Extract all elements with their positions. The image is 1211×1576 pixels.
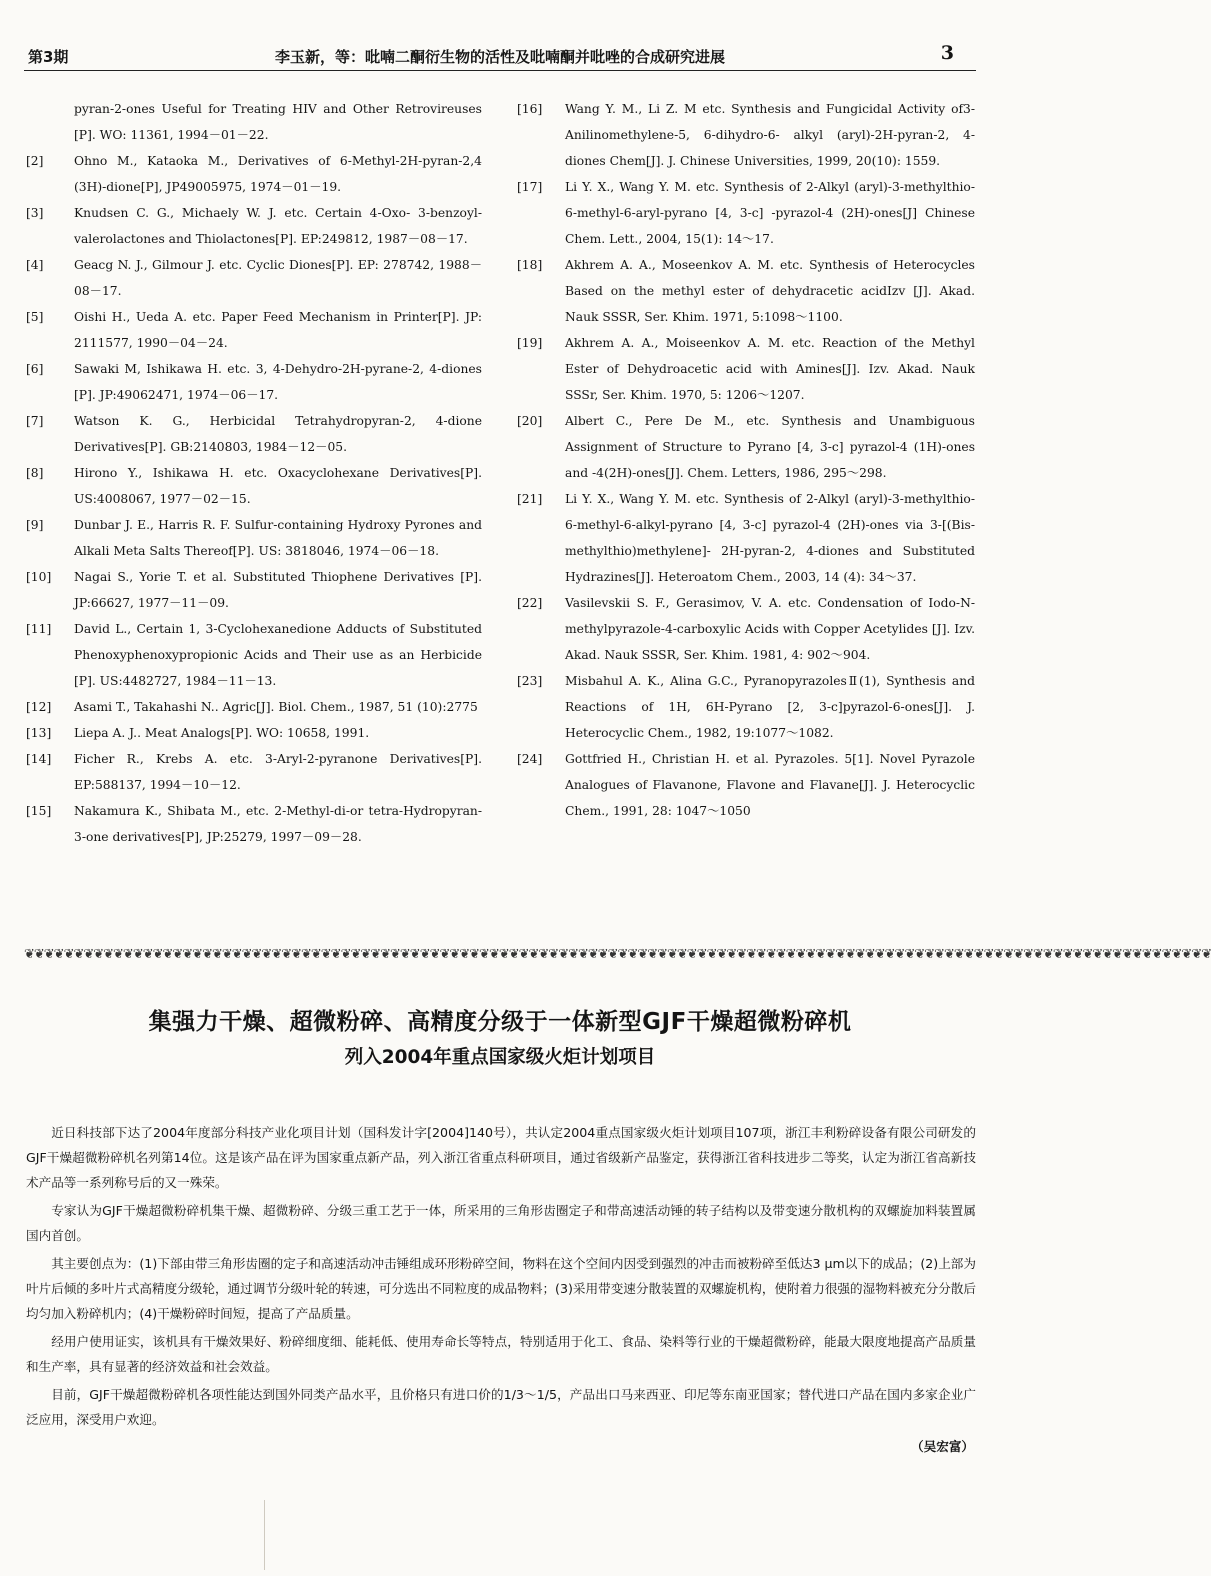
reference-text: Li Y. X., Wang Y. M. etc. Synthesis of 2-Alkyl (aryl)-3-methylthio-6-methyl-6-alkyl-pyrano [4, 3-c] pyrazol-4 (2H)-ones via 3-[(Bis-methylthio)methylene]- 2H-pyran-2, 4-diones and Substituted Hydrazines[J]. Heteroatom Chem., 2003, 14 (4): 34～37. xyxy=(565,492,975,584)
news-paragraph: 专家认为GJF干燥超微粉碎机集干燥、超微粉碎、分级三重工艺于一体，所采用的三角形齿圈定子和带高速活动锤的转子结构以及带变速分散机构的双螺旋加料装置属国内首创。 xyxy=(26,1203,976,1243)
reference-text: Albert C., Pere De M., etc. Synthesis and Unambiguous Assignment of Structure to Pyrano [4, 3-c] pyrazol-4 (1H)-ones and -4(2H)-ones[J]. Chem. Letters, 1986, 295～298. xyxy=(565,414,975,480)
reference-text: Akhrem A. A., Moiseenkov A. M. etc. Reaction of the Methyl Ester of Dehydroacetic acid with Amines[J]. Izv. Akad. Nauk SSSr, Ser. Khim. 1970, 5: 1206～1207. xyxy=(565,336,975,402)
reference-text: Akhrem A. A., Moseenkov A. M. etc. Synthesis of Heterocycles Based on the methyl ester of dehydracetic acidIzv [J]. Akad. Nauk SSSR, Ser. Khim. 1971, 5:1098～1100. xyxy=(565,258,975,324)
reference-text: Hirono Y., Ishikawa H. etc. Oxacyclohexane Derivatives[P]. US:4008067, 1977－02－15. xyxy=(74,466,482,506)
reference-entry xyxy=(517,252,975,330)
reference-number: [18] xyxy=(517,258,543,272)
reference-entry xyxy=(26,720,482,746)
reference-entry xyxy=(26,512,482,564)
reference-number: [20] xyxy=(517,414,543,428)
reference-number: [22] xyxy=(517,596,543,610)
news-title: 集强力干燥、超微粉碎、高精度分级于一体新型GJF干燥超微粉碎机 xyxy=(148,1009,852,1035)
reference-number: [3] xyxy=(26,206,44,220)
page-header xyxy=(24,40,976,71)
reference-entry xyxy=(26,616,482,694)
reference-text: pyran-2-ones Useful for Treating HIV and Other Retrovireuses [P]. WO: 11361, 1994－01－22. xyxy=(74,102,482,142)
reference-text: Nagai S., Yorie T. et al. Substituted Thiophene Derivatives [P]. JP:66627, 1977－11－09. xyxy=(74,570,482,610)
reference-entry xyxy=(517,590,975,668)
reference-text: Ficher R., Krebs A. etc. 3-Aryl-2-pyranone Derivatives[P]. EP:588137, 1994－10－12. xyxy=(74,752,482,792)
reference-entry xyxy=(517,174,975,252)
reference-text: Sawaki M, Ishikawa H. etc. 3, 4-Dehydro-2H-pyrane-2, 4-diones [P]. JP:49062471, 1974－06－17. xyxy=(74,362,482,402)
news-paragraph: 目前，GJF干燥超微粉碎机各项性能达到国外同类产品水平，且价格只有进口价的1/3～1/5，产品出口马来西亚、印尼等东南亚国家；替代进口产品在国内多家企业广泛应用，深受用户欢迎。 xyxy=(26,1387,976,1427)
reference-entry xyxy=(26,200,482,252)
reference-number: [23] xyxy=(517,674,543,688)
reference-entry xyxy=(517,408,975,486)
reference-entry xyxy=(26,408,482,460)
running-title: 李玉新，等：吡喃二酮衍生物的活性及吡喃酮并吡唑的合成研究进展 xyxy=(274,48,725,66)
reference-entry xyxy=(26,304,482,356)
reference-entry xyxy=(26,96,482,148)
reference-number: [24] xyxy=(517,752,543,766)
reference-text: David L., Certain 1, 3-Cyclohexanedione Adducts of Substituted Phenoxyphenoxypropionic Acids and Their use as an Herbicide [P]. US:4482727, 1984－11－13. xyxy=(74,622,482,688)
reference-text: Vasilevskii S. F., Gerasimov, V. A. etc. Condensation of Iodo-N-methylpyrazole-4-carboxylic Acids with Copper Acetylides [J]. Izv. Akad. Nauk SSSR, Ser. Khim. 1981, 4: 902～904. xyxy=(565,596,975,662)
page-fold-line xyxy=(264,1500,265,1570)
reference-text: Nakamura K., Shibata M., etc. 2-Methyl-di-or tetra-Hydropyran-3-one derivatives[P], JP:25279, 1997－09－28. xyxy=(74,804,482,844)
reference-text: Knudsen C. G., Michaely W. J. etc. Certain 4-Oxo- 3-benzoyl-valerolactones and Thiolactones[P]. EP:249812, 1987－08－17. xyxy=(74,206,482,246)
issue-number: 第3期 xyxy=(28,48,69,66)
reference-number: [12] xyxy=(26,700,52,714)
references-right-column xyxy=(517,96,975,824)
reference-entry xyxy=(26,564,482,616)
reference-number: [4] xyxy=(26,258,44,272)
reference-entry xyxy=(26,694,482,720)
reference-text: Dunbar J. E., Harris R. F. Sulfur-containing Hydroxy Pyrones and Alkali Meta Salts Thereof[P]. US: 3818046, 1974－06－18. xyxy=(74,518,482,558)
reference-entry xyxy=(517,668,975,746)
reference-number: [9] xyxy=(26,518,44,532)
reference-number: [7] xyxy=(26,414,44,428)
reference-number: [5] xyxy=(26,310,44,324)
reference-number: [21] xyxy=(517,492,543,506)
reference-entry xyxy=(517,96,975,174)
news-paragraph: 其主要创点为：(1)下部由带三角形齿圈的定子和高速活动冲击锤组成环形粉碎空间，物料在这个空间内因受到强烈的冲击而被粉碎至低达3 μm以下的成品；(2)上部为叶片后倾的多叶片式高精度分级轮，通过调节分级叶轮的转速，可分选出不同粒度的成品物料；(3)采用带变速分散装置的双螺旋机构，使附着力很强的湿物料被充分分散后均匀加入粉碎机内；(4)干燥粉碎时间短，提高了产品质量。 xyxy=(26,1256,976,1321)
news-paragraph: 经用户使用证实，该机具有干燥效果好、粉碎细度细、能耗低、使用寿命长等特点，特别适用于化工、食品、染料等行业的干燥超微粉碎，能最大限度地提高产品质量和生产率，具有显著的经济效益和社会效益。 xyxy=(26,1334,976,1374)
reference-text: Gottfried H., Christian H. et al. Pyrazoles. 5[1]. Novel Pyrazole Analogues of Flavanone, Flavone and Flavane[J]. J. Heterocyclic Chem., 1991, 28: 1047～1050 xyxy=(565,752,975,818)
reference-number: [10] xyxy=(26,570,52,584)
reference-entry xyxy=(26,746,482,798)
reference-text: Asami T., Takahashi N.. Agric[J]. Biol. Chem., 1987, 51 (10):2775 xyxy=(74,700,478,714)
reference-text: Misbahul A. K., Alina G.C., PyranopyrazolesⅡ(1), Synthesis and Reactions of 1H, 6H-Pyrano [2, 3-c]pyrazol-6-ones[J]. J. Heterocyclic Chem., 1982, 19:1077～1082. xyxy=(565,674,975,740)
reference-number: [16] xyxy=(517,102,543,116)
reference-number: [14] xyxy=(26,752,52,766)
reference-entry xyxy=(26,148,482,200)
news-subtitle: 列入2004年重点国家级火炬计划项目 xyxy=(344,1047,656,1068)
reference-entry xyxy=(517,330,975,408)
reference-number: [2] xyxy=(26,154,44,168)
reference-entry xyxy=(26,460,482,512)
news-paragraph: 近日科技部下达了2004年度部分科技产业化项目计划（国科发计字[2004]140号），共认定2004重点国家级火炬计划项目107项，浙江丰利粉碎设备有限公司研发的GJF干燥超微粉碎机名列第14位。这是该产品在评为国家重点新产品，列入浙江省重点科研项目，通过省级新产品鉴定，获得浙江省科技进步二等奖，认定为浙江省高新技术产品等一系列称号后的又一殊荣。 xyxy=(26,1125,976,1190)
reference-text: Liepa A. J.. Meat Analogs[P]. WO: 10658, 1991. xyxy=(74,726,370,740)
reference-text: Oishi H., Ueda A. etc. Paper Feed Mechanism in Printer[P]. JP: 2111577, 1990－04－24. xyxy=(74,310,482,350)
reference-number: [13] xyxy=(26,726,52,740)
reference-number: [8] xyxy=(26,466,44,480)
reference-entry xyxy=(26,798,482,850)
news-author: （吴宏富） xyxy=(911,1439,974,1454)
reference-entry xyxy=(517,746,975,824)
reference-number: [11] xyxy=(26,622,52,636)
reference-text: Geacg N. J., Gilmour J. etc. Cyclic Diones[P]. EP: 278742, 1988－08－17. xyxy=(74,258,482,298)
news-body xyxy=(26,1120,976,1435)
reference-number: [6] xyxy=(26,362,44,376)
reference-entry xyxy=(26,356,482,408)
reference-number: [17] xyxy=(517,180,543,194)
reference-text: Ohno M., Kataoka M., Derivatives of 6-Methyl-2H-pyran-2,4 (3H)-dione[P], JP49005975, 1974－01－19. xyxy=(74,154,482,194)
reference-entry xyxy=(26,252,482,304)
page-number: 3 xyxy=(940,42,954,64)
reference-text: Li Y. X., Wang Y. M. etc. Synthesis of 2-Alkyl (aryl)-3-methylthio-6-methyl-6-aryl-pyrano [4, 3-c] -pyrazol-4 (2H)-ones[J] Chinese Chem. Lett., 2004, 15(1): 14～17. xyxy=(565,180,975,246)
references-left-column xyxy=(26,96,482,850)
decorative-divider: ❦❦❦❦❦❦❦❦❦❦❦❦❦❦❦❦❦❦❦❦❦❦❦❦❦❦❦❦❦❦❦❦❦❦❦❦❦❦❦❦❦❦❦❦❦❦❦❦❦❦❦❦❦❦❦❦❦❦❦❦❦❦❦❦❦❦❦❦❦❦❦❦❦❦❦❦❦❦❦❦❦❦❦❦❦❦❦❦❦❦❦❦❦❦❦❦❦❦❦❦❦❦❦❦❦❦❦❦❦❦❦❦❦❦❦❦❦❦❦❦ xyxy=(24,947,1211,962)
reference-number: [15] xyxy=(26,804,52,818)
reference-text: Watson K. G., Herbicidal Tetrahydropyran-2, 4-dione Derivatives[P]. GB:2140803, 1984－12－05. xyxy=(74,414,482,454)
reference-text: Wang Y. M., Li Z. M etc. Synthesis and Fungicidal Activity of3-Anilinomethylene-5, 6-dihydro-6- alkyl (aryl)-2H-pyran-2, 4-diones Chem[J]. J. Chinese Universities, 1999, 20(10): 1559. xyxy=(565,102,975,168)
reference-number: [19] xyxy=(517,336,543,350)
reference-entry xyxy=(517,486,975,590)
